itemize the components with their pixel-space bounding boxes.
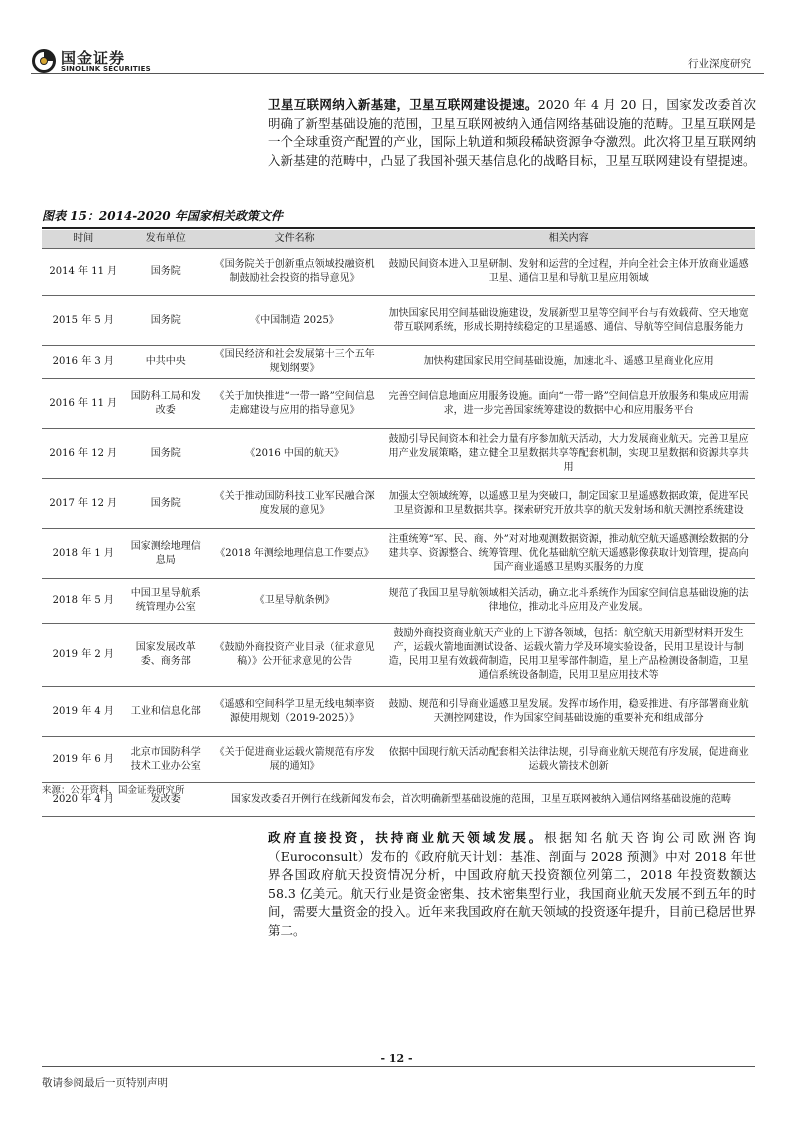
- column-header-unit: 发布单位: [125, 230, 207, 249]
- cell-content: 依据中国现行航天活动配套相关法律法规，引导商业航天规范有序发展，促进商业运载火箭技术创新: [382, 737, 755, 783]
- cell-content: 鼓励民间资本进入卫星研制、发射和运营的全过程，并向全社会主体开放商业遥感卫星、通信卫星和导航卫星应用领域: [382, 249, 755, 296]
- source-note: 来源：公开资料，国金证券研究所: [42, 785, 185, 796]
- cell-unit: 工业和信息化部: [125, 687, 207, 737]
- cell-unit: 中共中央: [125, 346, 207, 379]
- cell-time: 2019 年 2 月: [42, 624, 125, 687]
- cell-document: 《遥感和空间科学卫星无线电频率资源使用规划（2019-2025）》: [207, 687, 382, 737]
- cell-time: 2019 年 6 月: [42, 737, 125, 783]
- cell-time: 2017 年 12 月: [42, 479, 125, 529]
- table-row: [42, 379, 755, 429]
- paragraph-body: 根据知名航天咨询公司欧洲咨询（Euroconsult）发布的《政府航天计划：基准、剖面与 2028 预测》中对 2018 年世界各国政府航天投资情况分析，中国政府航天投资额位列第二，2018 年投资数额达 58.3 亿美元。航天行业是资金密集、技术密集型行业，我国商业航天发展不到五年的时间，需要大量资金的投入。近年来我国政府在航天领域的投资逐年提升，目前已稳居世界第二。: [268, 830, 756, 938]
- table-row: [42, 529, 755, 579]
- cell-document: 《国民经济和社会发展第十三个五年规划纲要》: [207, 346, 382, 379]
- page-number: - 12 -: [380, 1052, 413, 1065]
- cell-time: 2015 年 5 月: [42, 296, 125, 346]
- cell-document: 《卫星导航条例》: [207, 579, 382, 624]
- cell-content: 完善空间信息地面应用服务设施。面向“一带一路”空间信息开放服务和集成应用需求，进一步完善国家统筹建设的数据中心和应用服务平台: [382, 379, 755, 429]
- table-row: [42, 249, 755, 296]
- cell-content: 加快构建国家民用空间基础设施，加速北斗、遥感卫星商业化应用: [382, 346, 755, 379]
- cell-content: 规范了我国卫星导航领域相关活动，确立北斗系统作为国家空间信息基础设施的法律地位，推动北斗应用及产业发展。: [382, 579, 755, 624]
- table-row: [42, 479, 755, 529]
- cell-content: 加快国家民用空间基础设施建设，发展新型卫星等空间平台与有效载荷、空天地宽带互联网系统，形成长期持续稳定的卫星遥感、通信、导航等空间信息服务能力: [382, 296, 755, 346]
- figure-title-rule: [42, 227, 755, 229]
- cell-unit: 国家发展改革委、商务部: [125, 624, 207, 687]
- column-header-time: 时间: [42, 230, 125, 249]
- cell-time: 2016 年 3 月: [42, 346, 125, 379]
- cell-unit: 国务院: [125, 249, 207, 296]
- table-row: [42, 687, 755, 737]
- cell-unit: 国家测绘地理信息局: [125, 529, 207, 579]
- disclaimer-note: 敬请参阅最后一页特别声明: [42, 1077, 168, 1089]
- footer-divider: [42, 1066, 755, 1067]
- page-header: [0, 0, 793, 80]
- column-header-document: 文件名称: [207, 230, 382, 249]
- cell-time: 2014 年 11 月: [42, 249, 125, 296]
- cell-content: 鼓励外商投资商业航天产业的上下游各领域，包括：航空航天用新型材料开发生产，运载火箭地面测试设备、运载火箭力学及环境实验设备，民用卫星设计与制造，民用卫星有效载荷制造，民用卫星零部件制造，星上产品检测设备制造，卫星通信系统设备制造，民用卫星应用技术等: [382, 624, 755, 687]
- cell-document-merged: 国家发改委召开例行在线新闻发布会，首次明确新型基础设施的范围，卫星互联网被纳入通信网络基础设施的范畴: [207, 783, 755, 817]
- paragraph-government-investment: [268, 829, 756, 940]
- table-row: [42, 346, 755, 379]
- logo-english-text: SINOLINK SECURITIES: [61, 65, 151, 73]
- cell-time: 2020 年 4 月: [42, 783, 125, 817]
- cell-document: 《关于推动国防科技工业军民融合深度发展的意见》: [207, 479, 382, 529]
- sinolink-logo-icon: [31, 48, 57, 74]
- cell-content: 注重统筹“军、民、商、外”对对地观测数据资源，推动航空航天遥感测绘数据的分建共享、资源整合、统筹管理、优化基础航空航天遥感影像获取计划管理，提高向国产商业遥感卫星购买服务的力度: [382, 529, 755, 579]
- table-row: [42, 579, 755, 624]
- cell-unit: 发改委: [125, 783, 207, 817]
- cell-unit: 中国卫星导航系统管理办公室: [125, 579, 207, 624]
- table-header-row: [42, 230, 755, 249]
- cell-document: 《鼓励外商投资产业目录（征求意见稿）》公开征求意见的公告: [207, 624, 382, 687]
- cell-content: 加强太空领域统筹，以遥感卫星为突破口，制定国家卫星遥感数据政策，促进军民卫星资源和卫星数据共享。探索研究开放共享的航天发射场和航天测控系统建设: [382, 479, 755, 529]
- cell-document: 《2016 中国的航天》: [207, 429, 382, 479]
- column-header-content: 相关内容: [382, 230, 755, 249]
- table-row: [42, 737, 755, 783]
- paragraph-lead: 政府直接投资，扶持商业航天领域发展。: [268, 830, 545, 845]
- cell-unit: 国务院: [125, 296, 207, 346]
- cell-unit: 国务院: [125, 479, 207, 529]
- cell-content: 鼓励引导民间资本和社会力量有序参加航天活动，大力发展商业航天。完善卫星应用产业发展策略，建立健全卫星数据共享等配套机制，实现卫星数据和资源共享共用: [382, 429, 755, 479]
- cell-time: 2018 年 1 月: [42, 529, 125, 579]
- cell-content: 鼓励、规范和引导商业遥感卫星发展。发挥市场作用，稳妥推进、有序部署商业航天测控网建设，作为国家空间基础设施的重要补充和组成部分: [382, 687, 755, 737]
- cell-document: 《国务院关于创新重点领域投融资机制鼓励社会投资的指导意见》: [207, 249, 382, 296]
- cell-document: 《中国制造 2025》: [207, 296, 382, 346]
- header-divider: [31, 73, 764, 74]
- cell-document: 《关于加快推进“一带一路”空间信息走廊建设与应用的指导意见》: [207, 379, 382, 429]
- cell-document: 《2018 年测绘地理信息工作要点》: [207, 529, 382, 579]
- paragraph-lead: 卫星互联网纳入新基建，卫星互联网建设提速。: [268, 97, 538, 112]
- cell-unit: 国务院: [125, 429, 207, 479]
- table-row: [42, 296, 755, 346]
- paragraph-body: 2020 年 4 月 20 日，国家发改委首次明确了新型基础设施的范围，卫星互联网被纳入通信网络基础设施的范畴。卫星互联网是一个全球重资产配置的产业，国际上轨道和频段稀缺资源争夺激烈。此次将卫星互联网纳入新基建的范畴中，凸显了我国补强天基信息化的战略目标，卫星互联网建设有望提速。: [268, 97, 756, 168]
- policy-table: [42, 230, 755, 817]
- cell-time: 2018 年 5 月: [42, 579, 125, 624]
- cell-time: 2019 年 4 月: [42, 687, 125, 737]
- cell-time: 2016 年 11 月: [42, 379, 125, 429]
- table-row: [42, 624, 755, 687]
- paragraph-satellite-internet: [268, 96, 756, 170]
- cell-unit: 国防科工局和发改委: [125, 379, 207, 429]
- logo-chinese-text: 国金证券: [61, 49, 126, 67]
- cell-document: 《关于促进商业运载火箭规范有序发展的通知》: [207, 737, 382, 783]
- cell-unit: 北京市国防科学技术工业办公室: [125, 737, 207, 783]
- document-type-label: 行业深度研究: [688, 58, 751, 70]
- cell-time: 2016 年 12 月: [42, 429, 125, 479]
- figure-title: 图表 15：2014-2020 年国家相关政策文件: [42, 209, 283, 223]
- table-row: [42, 429, 755, 479]
